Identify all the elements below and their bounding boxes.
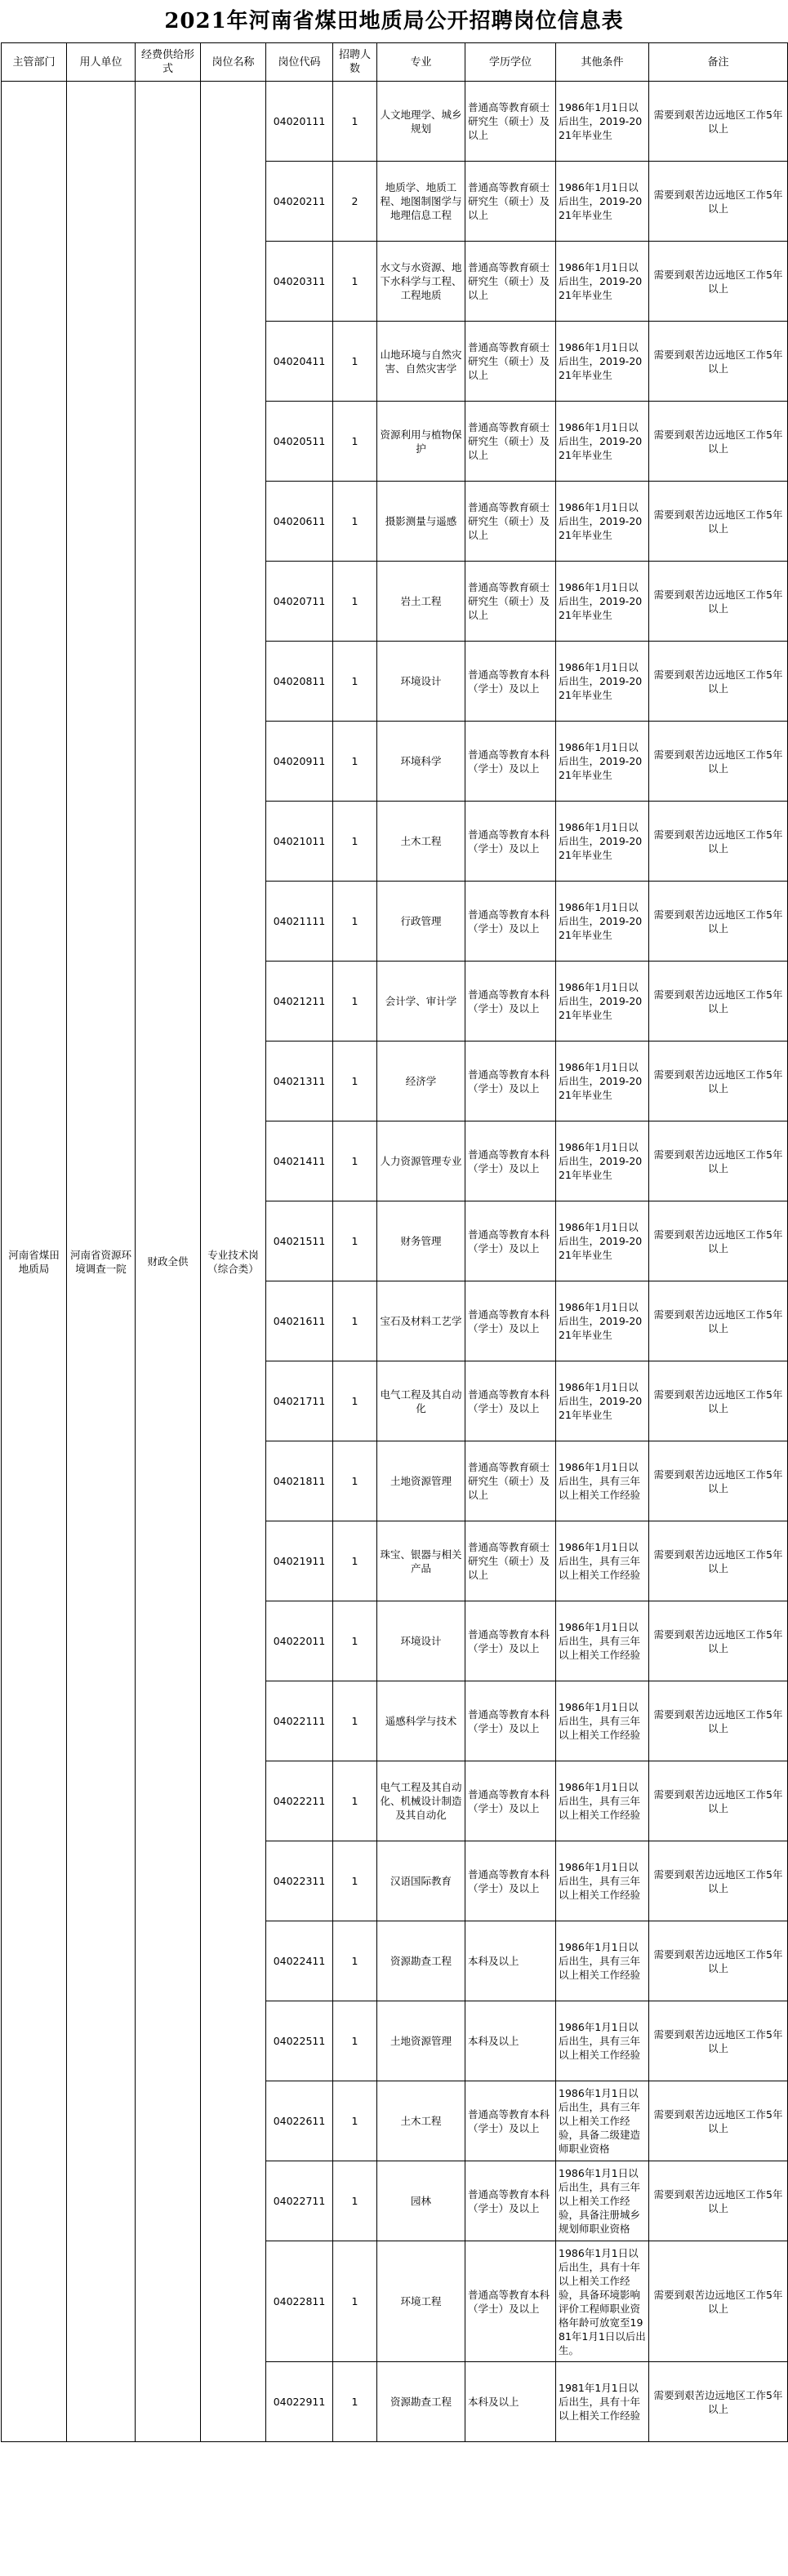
cell-code: 04022511 bbox=[266, 2001, 333, 2081]
cell-count: 1 bbox=[333, 642, 377, 722]
cell-code: 04021411 bbox=[266, 1121, 333, 1201]
cell-count: 1 bbox=[333, 1441, 377, 1521]
cell-count: 1 bbox=[333, 1042, 377, 1121]
cell-code: 04020111 bbox=[266, 82, 333, 162]
cell-count: 1 bbox=[333, 2362, 377, 2442]
cell-major: 土地资源管理 bbox=[377, 1441, 465, 1521]
cell-major: 宝石及材料工艺学 bbox=[377, 1281, 465, 1361]
cell-other: 1986年1月1日以后出生，2019-2021年毕业生 bbox=[556, 1281, 649, 1361]
cell-degree: 普通高等教育本科（学士）及以上 bbox=[465, 2161, 556, 2241]
cell-other: 1986年1月1日以后出生，具有三年以上相关工作经验，具备注册城乡规划师职业资格 bbox=[556, 2161, 649, 2241]
cell-note: 需要到艰苦边远地区工作5年以上 bbox=[649, 2001, 788, 2081]
cell-major: 水文与水资源、地下水科学与工程、工程地质 bbox=[377, 242, 465, 322]
cell-other: 1986年1月1日以后出生，2019-2021年毕业生 bbox=[556, 642, 649, 722]
cell-code: 04021611 bbox=[266, 1281, 333, 1361]
cell-major: 地质学、地质工程、地图制图学与地理信息工程 bbox=[377, 162, 465, 242]
cell-other: 1986年1月1日以后出生，具有三年以上相关工作经验 bbox=[556, 1921, 649, 2001]
cell-degree: 普通高等教育本科（学士）及以上 bbox=[465, 1042, 556, 1121]
cell-major: 土木工程 bbox=[377, 2081, 465, 2161]
cell-other: 1986年1月1日以后出生，具有三年以上相关工作经验 bbox=[556, 1521, 649, 1601]
header-position: 岗位名称 bbox=[201, 43, 266, 82]
cell-other: 1986年1月1日以后出生，2019-2021年毕业生 bbox=[556, 242, 649, 322]
cell-other: 1986年1月1日以后出生，2019-2021年毕业生 bbox=[556, 82, 649, 162]
header-row bbox=[2, 43, 788, 82]
cell-note: 需要到艰苦边远地区工作5年以上 bbox=[649, 2362, 788, 2442]
table-row bbox=[2, 82, 788, 162]
cell-other: 1986年1月1日以后出生，具有三年以上相关工作经验 bbox=[556, 1441, 649, 1521]
cell-note: 需要到艰苦边远地区工作5年以上 bbox=[649, 562, 788, 642]
cell-code: 04022411 bbox=[266, 1921, 333, 2001]
cell-code: 04020511 bbox=[266, 402, 333, 482]
cell-degree: 普通高等教育本科（学士）及以上 bbox=[465, 802, 556, 882]
cell-code: 04020811 bbox=[266, 642, 333, 722]
cell-note: 需要到艰苦边远地区工作5年以上 bbox=[649, 1121, 788, 1201]
cell-count: 1 bbox=[333, 2241, 377, 2362]
cell-count: 1 bbox=[333, 402, 377, 482]
cell-degree: 普通高等教育本科（学士）及以上 bbox=[465, 1361, 556, 1441]
cell-other: 1986年1月1日以后出生，2019-2021年毕业生 bbox=[556, 1361, 649, 1441]
cell-other: 1986年1月1日以后出生，2019-2021年毕业生 bbox=[556, 962, 649, 1042]
cell-other: 1986年1月1日以后出生，2019-2021年毕业生 bbox=[556, 322, 649, 402]
cell-major: 摄影测量与遥感 bbox=[377, 482, 465, 562]
cell-other: 1986年1月1日以后出生，具有三年以上相关工作经验 bbox=[556, 1761, 649, 1841]
cell-note: 需要到艰苦边远地区工作5年以上 bbox=[649, 482, 788, 562]
cell-note: 需要到艰苦边远地区工作5年以上 bbox=[649, 2161, 788, 2241]
cell-degree: 普通高等教育本科（学士）及以上 bbox=[465, 722, 556, 802]
header-count: 招聘人数 bbox=[333, 43, 377, 82]
cell-note: 需要到艰苦边远地区工作5年以上 bbox=[649, 402, 788, 482]
cell-code: 04021811 bbox=[266, 1441, 333, 1521]
cell-major: 珠宝、银器与相关产品 bbox=[377, 1521, 465, 1601]
cell-degree: 普通高等教育本科（学士）及以上 bbox=[465, 1681, 556, 1761]
cell-count: 1 bbox=[333, 562, 377, 642]
cell-other: 1986年1月1日以后出生，2019-2021年毕业生 bbox=[556, 722, 649, 802]
cell-other: 1986年1月1日以后出生，2019-2021年毕业生 bbox=[556, 1042, 649, 1121]
cell-major: 资源利用与植物保护 bbox=[377, 402, 465, 482]
cell-note: 需要到艰苦边远地区工作5年以上 bbox=[649, 1841, 788, 1921]
merged-funding-cell: 财政全供 bbox=[136, 82, 201, 2442]
cell-other: 1986年1月1日以后出生，2019-2021年毕业生 bbox=[556, 162, 649, 242]
cell-code: 04020711 bbox=[266, 562, 333, 642]
header-unit: 用人单位 bbox=[67, 43, 136, 82]
cell-major: 经济学 bbox=[377, 1042, 465, 1121]
header-funding: 经费供给形式 bbox=[136, 43, 201, 82]
header-other: 其他条件 bbox=[556, 43, 649, 82]
cell-note: 需要到艰苦边远地区工作5年以上 bbox=[649, 242, 788, 322]
cell-note: 需要到艰苦边远地区工作5年以上 bbox=[649, 1761, 788, 1841]
cell-major: 行政管理 bbox=[377, 882, 465, 962]
cell-other: 1986年1月1日以后出生，具有三年以上相关工作经验 bbox=[556, 1681, 649, 1761]
cell-major: 土木工程 bbox=[377, 802, 465, 882]
cell-count: 1 bbox=[333, 1681, 377, 1761]
cell-code: 04022911 bbox=[266, 2362, 333, 2442]
cell-other: 1986年1月1日以后出生，2019-2021年毕业生 bbox=[556, 482, 649, 562]
cell-note: 需要到艰苦边远地区工作5年以上 bbox=[649, 322, 788, 402]
cell-other: 1986年1月1日以后出生，2019-2021年毕业生 bbox=[556, 882, 649, 962]
cell-note: 需要到艰苦边远地区工作5年以上 bbox=[649, 1521, 788, 1601]
cell-degree: 普通高等教育硕士研究生（硕士）及以上 bbox=[465, 242, 556, 322]
cell-count: 1 bbox=[333, 1361, 377, 1441]
cell-major: 电气工程及其自动化、机械设计制造及其自动化 bbox=[377, 1761, 465, 1841]
cell-degree: 本科及以上 bbox=[465, 2001, 556, 2081]
cell-note: 需要到艰苦边远地区工作5年以上 bbox=[649, 82, 788, 162]
cell-degree: 普通高等教育硕士研究生（硕士）及以上 bbox=[465, 402, 556, 482]
cell-major: 环境设计 bbox=[377, 642, 465, 722]
header-note: 备注 bbox=[649, 43, 788, 82]
cell-count: 1 bbox=[333, 1601, 377, 1681]
cell-degree: 普通高等教育硕士研究生（硕士）及以上 bbox=[465, 482, 556, 562]
table-body bbox=[2, 82, 788, 2442]
cell-other: 1986年1月1日以后出生，2019-2021年毕业生 bbox=[556, 1201, 649, 1281]
page-title: 2021年河南省煤田地质局公开招聘岗位信息表 bbox=[164, 9, 624, 33]
cell-major: 电气工程及其自动化 bbox=[377, 1361, 465, 1441]
cell-major: 人文地理学、城乡规划 bbox=[377, 82, 465, 162]
cell-major: 汉语国际教育 bbox=[377, 1841, 465, 1921]
cell-note: 需要到艰苦边远地区工作5年以上 bbox=[649, 2081, 788, 2161]
cell-code: 04021211 bbox=[266, 962, 333, 1042]
cell-other: 1986年1月1日以后出生，2019-2021年毕业生 bbox=[556, 802, 649, 882]
cell-major: 山地环境与自然灾害、自然灾害学 bbox=[377, 322, 465, 402]
cell-code: 04022111 bbox=[266, 1681, 333, 1761]
cell-degree: 普通高等教育硕士研究生（硕士）及以上 bbox=[465, 162, 556, 242]
cell-note: 需要到艰苦边远地区工作5年以上 bbox=[649, 882, 788, 962]
merged-position-cell: 专业技术岗（综合类） bbox=[201, 82, 266, 2442]
cell-code: 04022811 bbox=[266, 2241, 333, 2362]
cell-code: 04021011 bbox=[266, 802, 333, 882]
cell-degree: 普通高等教育本科（学士）及以上 bbox=[465, 962, 556, 1042]
cell-count: 1 bbox=[333, 1921, 377, 2001]
cell-note: 需要到艰苦边远地区工作5年以上 bbox=[649, 1921, 788, 2001]
merged-unit-cell: 河南省资源环境调查一院 bbox=[67, 82, 136, 2442]
cell-degree: 普通高等教育硕士研究生（硕士）及以上 bbox=[465, 82, 556, 162]
cell-degree: 本科及以上 bbox=[465, 1921, 556, 2001]
cell-note: 需要到艰苦边远地区工作5年以上 bbox=[649, 802, 788, 882]
cell-count: 1 bbox=[333, 1281, 377, 1361]
cell-major: 环境工程 bbox=[377, 2241, 465, 2362]
cell-code: 04022211 bbox=[266, 1761, 333, 1841]
cell-count: 1 bbox=[333, 1121, 377, 1201]
cell-other: 1986年1月1日以后出生，具有三年以上相关工作经验，具备二级建造师职业资格 bbox=[556, 2081, 649, 2161]
cell-code: 04021911 bbox=[266, 1521, 333, 1601]
recruitment-table bbox=[1, 42, 788, 2442]
cell-other: 1986年1月1日以后出生，2019-2021年毕业生 bbox=[556, 1121, 649, 1201]
cell-note: 需要到艰苦边远地区工作5年以上 bbox=[649, 2241, 788, 2362]
cell-count: 1 bbox=[333, 2161, 377, 2241]
cell-count: 1 bbox=[333, 802, 377, 882]
cell-count: 1 bbox=[333, 82, 377, 162]
cell-degree: 普通高等教育本科（学士）及以上 bbox=[465, 2081, 556, 2161]
cell-count: 1 bbox=[333, 1761, 377, 1841]
cell-note: 需要到艰苦边远地区工作5年以上 bbox=[649, 162, 788, 242]
cell-major: 会计学、审计学 bbox=[377, 962, 465, 1042]
cell-code: 04020611 bbox=[266, 482, 333, 562]
cell-degree: 普通高等教育本科（学士）及以上 bbox=[465, 1761, 556, 1841]
cell-count: 1 bbox=[333, 2081, 377, 2161]
cell-degree: 普通高等教育本科（学士）及以上 bbox=[465, 642, 556, 722]
cell-count: 1 bbox=[333, 2001, 377, 2081]
cell-code: 04020311 bbox=[266, 242, 333, 322]
cell-major: 环境设计 bbox=[377, 1601, 465, 1681]
cell-note: 需要到艰苦边远地区工作5年以上 bbox=[649, 1441, 788, 1521]
cell-count: 1 bbox=[333, 882, 377, 962]
cell-code: 04021111 bbox=[266, 882, 333, 962]
cell-major: 土地资源管理 bbox=[377, 2001, 465, 2081]
cell-degree: 普通高等教育硕士研究生（硕士）及以上 bbox=[465, 322, 556, 402]
cell-degree: 普通高等教育硕士研究生（硕士）及以上 bbox=[465, 562, 556, 642]
cell-degree: 普通高等教育硕士研究生（硕士）及以上 bbox=[465, 1441, 556, 1521]
cell-code: 04022011 bbox=[266, 1601, 333, 1681]
cell-major: 人力资源管理专业 bbox=[377, 1121, 465, 1201]
cell-other: 1981年1月1日以后出生，具有十年以上相关工作经验 bbox=[556, 2362, 649, 2442]
cell-note: 需要到艰苦边远地区工作5年以上 bbox=[649, 1361, 788, 1441]
cell-degree: 普通高等教育本科（学士）及以上 bbox=[465, 1841, 556, 1921]
cell-count: 1 bbox=[333, 1841, 377, 1921]
cell-degree: 普通高等教育本科（学士）及以上 bbox=[465, 1281, 556, 1361]
header-major: 专业 bbox=[377, 43, 465, 82]
cell-count: 1 bbox=[333, 322, 377, 402]
cell-degree: 普通高等教育本科（学士）及以上 bbox=[465, 1121, 556, 1201]
cell-major: 岩土工程 bbox=[377, 562, 465, 642]
header-dept: 主管部门 bbox=[2, 43, 67, 82]
cell-major: 环境科学 bbox=[377, 722, 465, 802]
cell-count: 1 bbox=[333, 482, 377, 562]
cell-code: 04021311 bbox=[266, 1042, 333, 1121]
cell-note: 需要到艰苦边远地区工作5年以上 bbox=[649, 1601, 788, 1681]
cell-code: 04022611 bbox=[266, 2081, 333, 2161]
cell-other: 1986年1月1日以后出生，具有三年以上相关工作经验 bbox=[556, 2001, 649, 2081]
cell-other: 1986年1月1日以后出生，具有三年以上相关工作经验 bbox=[556, 1841, 649, 1921]
cell-other: 1986年1月1日以后出生，具有十年以上相关工作经验，具备环境影响评价工程师职业资格年龄可放宽至1981年1月1日以后出生。 bbox=[556, 2241, 649, 2362]
cell-count: 1 bbox=[333, 722, 377, 802]
cell-degree: 普通高等教育本科（学士）及以上 bbox=[465, 2241, 556, 2362]
cell-major: 园林 bbox=[377, 2161, 465, 2241]
cell-code: 04022711 bbox=[266, 2161, 333, 2241]
cell-degree: 普通高等教育本科（学士）及以上 bbox=[465, 882, 556, 962]
cell-note: 需要到艰苦边远地区工作5年以上 bbox=[649, 962, 788, 1042]
cell-note: 需要到艰苦边远地区工作5年以上 bbox=[649, 1681, 788, 1761]
cell-code: 04022311 bbox=[266, 1841, 333, 1921]
cell-note: 需要到艰苦边远地区工作5年以上 bbox=[649, 1201, 788, 1281]
cell-code: 04020911 bbox=[266, 722, 333, 802]
cell-code: 04021711 bbox=[266, 1361, 333, 1441]
header-degree: 学历学位 bbox=[465, 43, 556, 82]
cell-degree: 本科及以上 bbox=[465, 2362, 556, 2442]
cell-major: 财务管理 bbox=[377, 1201, 465, 1281]
merged-dept-cell: 河南省煤田地质局 bbox=[2, 82, 67, 2442]
header-code: 岗位代码 bbox=[266, 43, 333, 82]
cell-major: 遥感科学与技术 bbox=[377, 1681, 465, 1761]
cell-code: 04020411 bbox=[266, 322, 333, 402]
cell-note: 需要到艰苦边远地区工作5年以上 bbox=[649, 1281, 788, 1361]
cell-count: 1 bbox=[333, 1521, 377, 1601]
cell-other: 1986年1月1日以后出生，2019-2021年毕业生 bbox=[556, 402, 649, 482]
cell-degree: 普通高等教育硕士研究生（硕士）及以上 bbox=[465, 1521, 556, 1601]
cell-note: 需要到艰苦边远地区工作5年以上 bbox=[649, 1042, 788, 1121]
cell-major: 资源勘查工程 bbox=[377, 2362, 465, 2442]
cell-degree: 普通高等教育本科（学士）及以上 bbox=[465, 1201, 556, 1281]
cell-other: 1986年1月1日以后出生，2019-2021年毕业生 bbox=[556, 562, 649, 642]
cell-count: 1 bbox=[333, 962, 377, 1042]
cell-count: 1 bbox=[333, 242, 377, 322]
cell-note: 需要到艰苦边远地区工作5年以上 bbox=[649, 642, 788, 722]
cell-degree: 普通高等教育本科（学士）及以上 bbox=[465, 1601, 556, 1681]
cell-major: 资源勘查工程 bbox=[377, 1921, 465, 2001]
cell-code: 04020211 bbox=[266, 162, 333, 242]
cell-note: 需要到艰苦边远地区工作5年以上 bbox=[649, 722, 788, 802]
cell-count: 1 bbox=[333, 1201, 377, 1281]
cell-count: 2 bbox=[333, 162, 377, 242]
cell-code: 04021511 bbox=[266, 1201, 333, 1281]
cell-other: 1986年1月1日以后出生，具有三年以上相关工作经验 bbox=[556, 1601, 649, 1681]
